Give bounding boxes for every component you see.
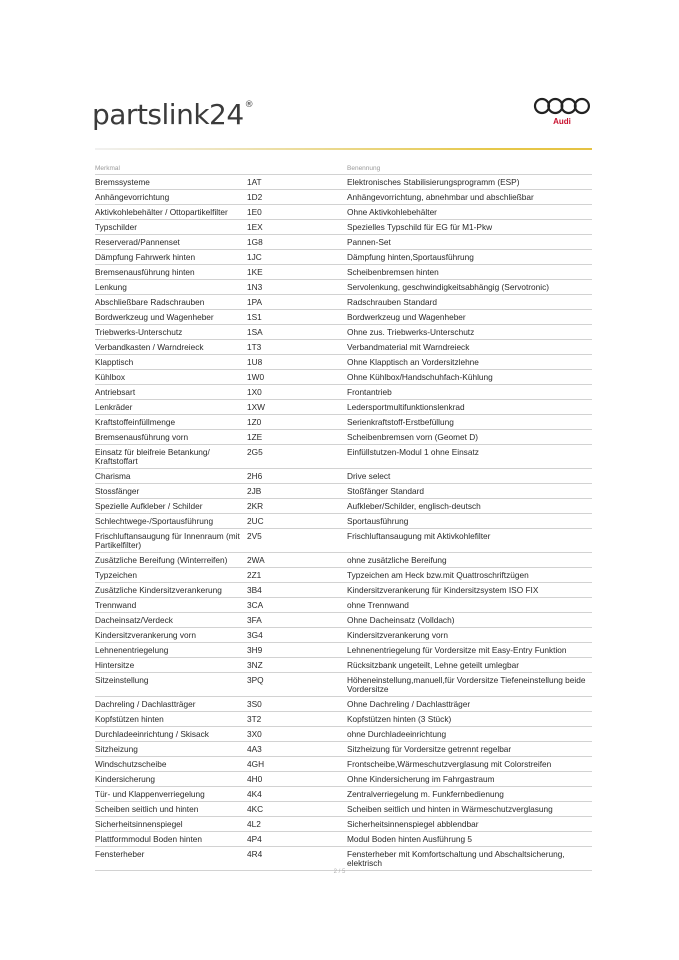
- cell-code: 2UC: [247, 514, 347, 529]
- table-row: [95, 265, 592, 280]
- cell-code: 4P4: [247, 832, 347, 847]
- table-row: [95, 802, 592, 817]
- audi-logo: [532, 97, 592, 126]
- cell-code: 3X0: [247, 727, 347, 742]
- cell-code: 4K4: [247, 787, 347, 802]
- table-row: [95, 415, 592, 430]
- cell-code: 2G5: [247, 445, 347, 469]
- cell-merkmal: Reserverad/Pannenset: [95, 235, 247, 250]
- cell-code: 1ZE: [247, 430, 347, 445]
- cell-code: 4KC: [247, 802, 347, 817]
- cell-code: 1W0: [247, 370, 347, 385]
- cell-code: 1E0: [247, 205, 347, 220]
- table-row: [95, 757, 592, 772]
- table-row: [95, 370, 592, 385]
- cell-merkmal: Bremssysteme: [95, 175, 247, 190]
- cell-code: 3T2: [247, 712, 347, 727]
- cell-merkmal: Hintersitze: [95, 658, 247, 673]
- cell-benennung: Ohne Kühlbox/Handschuhfach-Kühlung: [347, 370, 592, 385]
- cell-benennung: Kindersitzverankerung vorn: [347, 628, 592, 643]
- cell-benennung: Sitzheizung für Vordersitze getrennt regelbar: [347, 742, 592, 757]
- cell-benennung: Ohne Aktivkohlebehälter: [347, 205, 592, 220]
- cell-merkmal: Kühlbox: [95, 370, 247, 385]
- cell-benennung: Kopfstützen hinten (3 Stück): [347, 712, 592, 727]
- cell-code: 1Z0: [247, 415, 347, 430]
- cell-merkmal: Lenkräder: [95, 400, 247, 415]
- table-row: [95, 628, 592, 643]
- cell-merkmal: Lehnenentriegelung: [95, 643, 247, 658]
- table-row: [95, 250, 592, 265]
- cell-code: 2Z1: [247, 568, 347, 583]
- table-row: [95, 310, 592, 325]
- cell-code: 3FA: [247, 613, 347, 628]
- table-row: [95, 280, 592, 295]
- logo-text: partslink24: [92, 98, 244, 131]
- cell-benennung: Fensterheber mit Komfortschaltung und Abschaltsicherung, elektrisch: [347, 847, 592, 871]
- table-row: [95, 385, 592, 400]
- cell-code: 4R4: [247, 847, 347, 871]
- cell-merkmal: Dämpfung Fahrwerk hinten: [95, 250, 247, 265]
- cell-merkmal: Kraftstoffeinfüllmenge: [95, 415, 247, 430]
- cell-benennung: Spezielles Typschild für EG für M1-Pkw: [347, 220, 592, 235]
- cell-code: 1X0: [247, 385, 347, 400]
- cell-benennung: Scheibenbremsen hinten: [347, 265, 592, 280]
- table-row: [95, 400, 592, 415]
- table-row: [95, 658, 592, 673]
- cell-benennung: Servolenkung, geschwindigkeitsabhängig (Servotronic): [347, 280, 592, 295]
- cell-code: 1D2: [247, 190, 347, 205]
- cell-merkmal: Bremsenausführung hinten: [95, 265, 247, 280]
- cell-benennung: Ohne Dachreling / Dachlastträger: [347, 697, 592, 712]
- cell-benennung: Höheneinstellung,manuell,für Vordersitze Tiefeneinstellung beide Vordersitze: [347, 673, 592, 697]
- header-divider: [95, 148, 592, 150]
- cell-code: 3G4: [247, 628, 347, 643]
- cell-code: 1G8: [247, 235, 347, 250]
- table-row: [95, 697, 592, 712]
- cell-merkmal: Windschutzscheibe: [95, 757, 247, 772]
- cell-code: 2H6: [247, 469, 347, 484]
- cell-merkmal: Klapptisch: [95, 355, 247, 370]
- cell-merkmal: Typzeichen: [95, 568, 247, 583]
- table-row: [95, 643, 592, 658]
- cell-benennung: Sportausführung: [347, 514, 592, 529]
- cell-merkmal: Antriebsart: [95, 385, 247, 400]
- cell-merkmal: Sicherheitsinnenspiegel: [95, 817, 247, 832]
- table-row: [95, 529, 592, 553]
- table-row: [95, 340, 592, 355]
- cell-code: 1KE: [247, 265, 347, 280]
- table-row: [95, 325, 592, 340]
- cell-benennung: Frontscheibe,Wärmeschutzverglasung mit Colorstreifen: [347, 757, 592, 772]
- cell-code: 1PA: [247, 295, 347, 310]
- cell-merkmal: Bordwerkzeug und Wagenheber: [95, 310, 247, 325]
- cell-code: 1EX: [247, 220, 347, 235]
- cell-code: 1S1: [247, 310, 347, 325]
- cell-merkmal: Frischluftansaugung für Innenraum (mit Partikelfilter): [95, 529, 247, 553]
- cell-merkmal: Schlechtwege-/Sportausführung: [95, 514, 247, 529]
- cell-code: 1U8: [247, 355, 347, 370]
- cell-benennung: Dämpfung hinten,Sportausführung: [347, 250, 592, 265]
- cell-merkmal: Dachreling / Dachlastträger: [95, 697, 247, 712]
- cell-code: 3H9: [247, 643, 347, 658]
- cell-merkmal: Einsatz für bleifreie Betankung/ Kraftstoffart: [95, 445, 247, 469]
- cell-merkmal: Typschilder: [95, 220, 247, 235]
- table-row: [95, 205, 592, 220]
- cell-code: 4GH: [247, 757, 347, 772]
- cell-merkmal: Triebwerks-Unterschutz: [95, 325, 247, 340]
- equipment-table: [95, 162, 592, 871]
- table-row: [95, 742, 592, 757]
- table-row: [95, 430, 592, 445]
- table-row: [95, 772, 592, 787]
- table-row: [95, 832, 592, 847]
- cell-benennung: Kindersitzverankerung für Kindersitzsystem ISO FIX: [347, 583, 592, 598]
- table-row: [95, 235, 592, 250]
- column-header-benennung: Benennung: [347, 162, 592, 175]
- cell-code: 1T3: [247, 340, 347, 355]
- cell-benennung: Scheibenbremsen vorn (Geomet D): [347, 430, 592, 445]
- cell-benennung: Ohne Dacheinsatz (Volldach): [347, 613, 592, 628]
- cell-code: 3NZ: [247, 658, 347, 673]
- table-row: [95, 673, 592, 697]
- cell-code: 1AT: [247, 175, 347, 190]
- cell-merkmal: Trennwand: [95, 598, 247, 613]
- table-row: [95, 514, 592, 529]
- cell-merkmal: Stossfänger: [95, 484, 247, 499]
- cell-benennung: Zentralverriegelung m. Funkfernbedienung: [347, 787, 592, 802]
- cell-merkmal: Kopfstützen hinten: [95, 712, 247, 727]
- cell-code: 3S0: [247, 697, 347, 712]
- table-row: [95, 583, 592, 598]
- cell-merkmal: Dacheinsatz/Verdeck: [95, 613, 247, 628]
- cell-merkmal: Spezielle Aufkleber / Schilder: [95, 499, 247, 514]
- table-row: [95, 355, 592, 370]
- cell-benennung: Sicherheitsinnenspiegel abblendbar: [347, 817, 592, 832]
- table-row: [95, 175, 592, 190]
- table-row: [95, 220, 592, 235]
- cell-benennung: Aufkleber/Schilder, englisch-deutsch: [347, 499, 592, 514]
- partslink24-logo: [92, 98, 253, 131]
- cell-merkmal: Abschließbare Radschrauben: [95, 295, 247, 310]
- audi-brand-text: Audi: [553, 117, 571, 126]
- cell-merkmal: Plattformmodul Boden hinten: [95, 832, 247, 847]
- cell-code: 2KR: [247, 499, 347, 514]
- cell-code: 1SA: [247, 325, 347, 340]
- page-number: 2 / 5: [333, 869, 346, 875]
- cell-merkmal: Kindersitzverankerung vorn: [95, 628, 247, 643]
- cell-code: 2V5: [247, 529, 347, 553]
- cell-merkmal: Charisma: [95, 469, 247, 484]
- cell-benennung: Ohne Kindersicherung im Fahrgastraum: [347, 772, 592, 787]
- table-row: [95, 613, 592, 628]
- cell-code: 4H0: [247, 772, 347, 787]
- cell-merkmal: Fensterheber: [95, 847, 247, 871]
- cell-benennung: Ledersportmultifunktionslenkrad: [347, 400, 592, 415]
- table-body: [95, 175, 592, 871]
- table-row: [95, 817, 592, 832]
- table-row: [95, 553, 592, 568]
- cell-merkmal: Bremsenausführung vorn: [95, 430, 247, 445]
- cell-benennung: Frischluftansaugung mit Aktivkohlefilter: [347, 529, 592, 553]
- cell-merkmal: Sitzheizung: [95, 742, 247, 757]
- table-row: [95, 727, 592, 742]
- cell-merkmal: Verbandkasten / Warndreieck: [95, 340, 247, 355]
- cell-benennung: Pannen-Set: [347, 235, 592, 250]
- cell-code: 4A3: [247, 742, 347, 757]
- table-row: [95, 469, 592, 484]
- cell-benennung: Frontantrieb: [347, 385, 592, 400]
- cell-benennung: Drive select: [347, 469, 592, 484]
- table-row: [95, 787, 592, 802]
- cell-benennung: Bordwerkzeug und Wagenheber: [347, 310, 592, 325]
- cell-benennung: Radschrauben Standard: [347, 295, 592, 310]
- cell-benennung: Stoßfänger Standard: [347, 484, 592, 499]
- table-row: [95, 445, 592, 469]
- cell-code: 1XW: [247, 400, 347, 415]
- cell-merkmal: Tür- und Klappenverriegelung: [95, 787, 247, 802]
- table-row: [95, 484, 592, 499]
- cell-benennung: Rücksitzbank ungeteilt, Lehne geteilt umlegbar: [347, 658, 592, 673]
- cell-benennung: Verbandmaterial mit Warndreieck: [347, 340, 592, 355]
- cell-merkmal: Kindersicherung: [95, 772, 247, 787]
- cell-benennung: Anhängevorrichtung, abnehmbar und abschließbar: [347, 190, 592, 205]
- cell-code: 1JC: [247, 250, 347, 265]
- cell-code: 1N3: [247, 280, 347, 295]
- cell-benennung: ohne Durchladeeinrichtung: [347, 727, 592, 742]
- cell-code: 3PQ: [247, 673, 347, 697]
- cell-merkmal: Scheiben seitlich und hinten: [95, 802, 247, 817]
- cell-benennung: ohne Trennwand: [347, 598, 592, 613]
- table-row: [95, 712, 592, 727]
- table-header-row: [95, 162, 592, 175]
- table-row: [95, 190, 592, 205]
- cell-code: 2JB: [247, 484, 347, 499]
- table-row: [95, 295, 592, 310]
- cell-merkmal: Durchladeeinrichtung / Skisack: [95, 727, 247, 742]
- cell-merkmal: Aktivkohlebehälter / Ottopartikelfilter: [95, 205, 247, 220]
- cell-benennung: Ohne zus. Triebwerks-Unterschutz: [347, 325, 592, 340]
- cell-benennung: Modul Boden hinten Ausführung 5: [347, 832, 592, 847]
- table-row: [95, 847, 592, 871]
- cell-benennung: Einfüllstutzen-Modul 1 ohne Einsatz: [347, 445, 592, 469]
- cell-benennung: Scheiben seitlich und hinten in Wärmeschutzverglasung: [347, 802, 592, 817]
- column-header-merkmal: Merkmal: [95, 162, 247, 175]
- cell-merkmal: Sitzeinstellung: [95, 673, 247, 697]
- audi-rings-icon: [533, 97, 591, 115]
- table-row: [95, 598, 592, 613]
- cell-benennung: Lehnenentriegelung für Vordersitze mit Easy-Entry Funktion: [347, 643, 592, 658]
- cell-code: 3B4: [247, 583, 347, 598]
- cell-benennung: Elektronisches Stabilisierungsprogramm (ESP): [347, 175, 592, 190]
- cell-merkmal: Anhängevorrichtung: [95, 190, 247, 205]
- document-header: [0, 0, 679, 150]
- cell-benennung: Ohne Klapptisch an Vordersitzlehne: [347, 355, 592, 370]
- cell-benennung: ohne zusätzliche Bereifung: [347, 553, 592, 568]
- cell-benennung: Typzeichen am Heck bzw.mit Quattroschriftzügen: [347, 568, 592, 583]
- cell-benennung: Serienkraftstoff-Erstbefüllung: [347, 415, 592, 430]
- cell-merkmal: Zusätzliche Bereifung (Winterreifen): [95, 553, 247, 568]
- cell-merkmal: Zusätzliche Kindersitzverankerung: [95, 583, 247, 598]
- cell-code: 2WA: [247, 553, 347, 568]
- table-row: [95, 568, 592, 583]
- cell-merkmal: Lenkung: [95, 280, 247, 295]
- logo-registered-mark: ®: [244, 100, 254, 110]
- cell-code: 4L2: [247, 817, 347, 832]
- table-row: [95, 499, 592, 514]
- column-header-code: [247, 162, 347, 175]
- cell-code: 3CA: [247, 598, 347, 613]
